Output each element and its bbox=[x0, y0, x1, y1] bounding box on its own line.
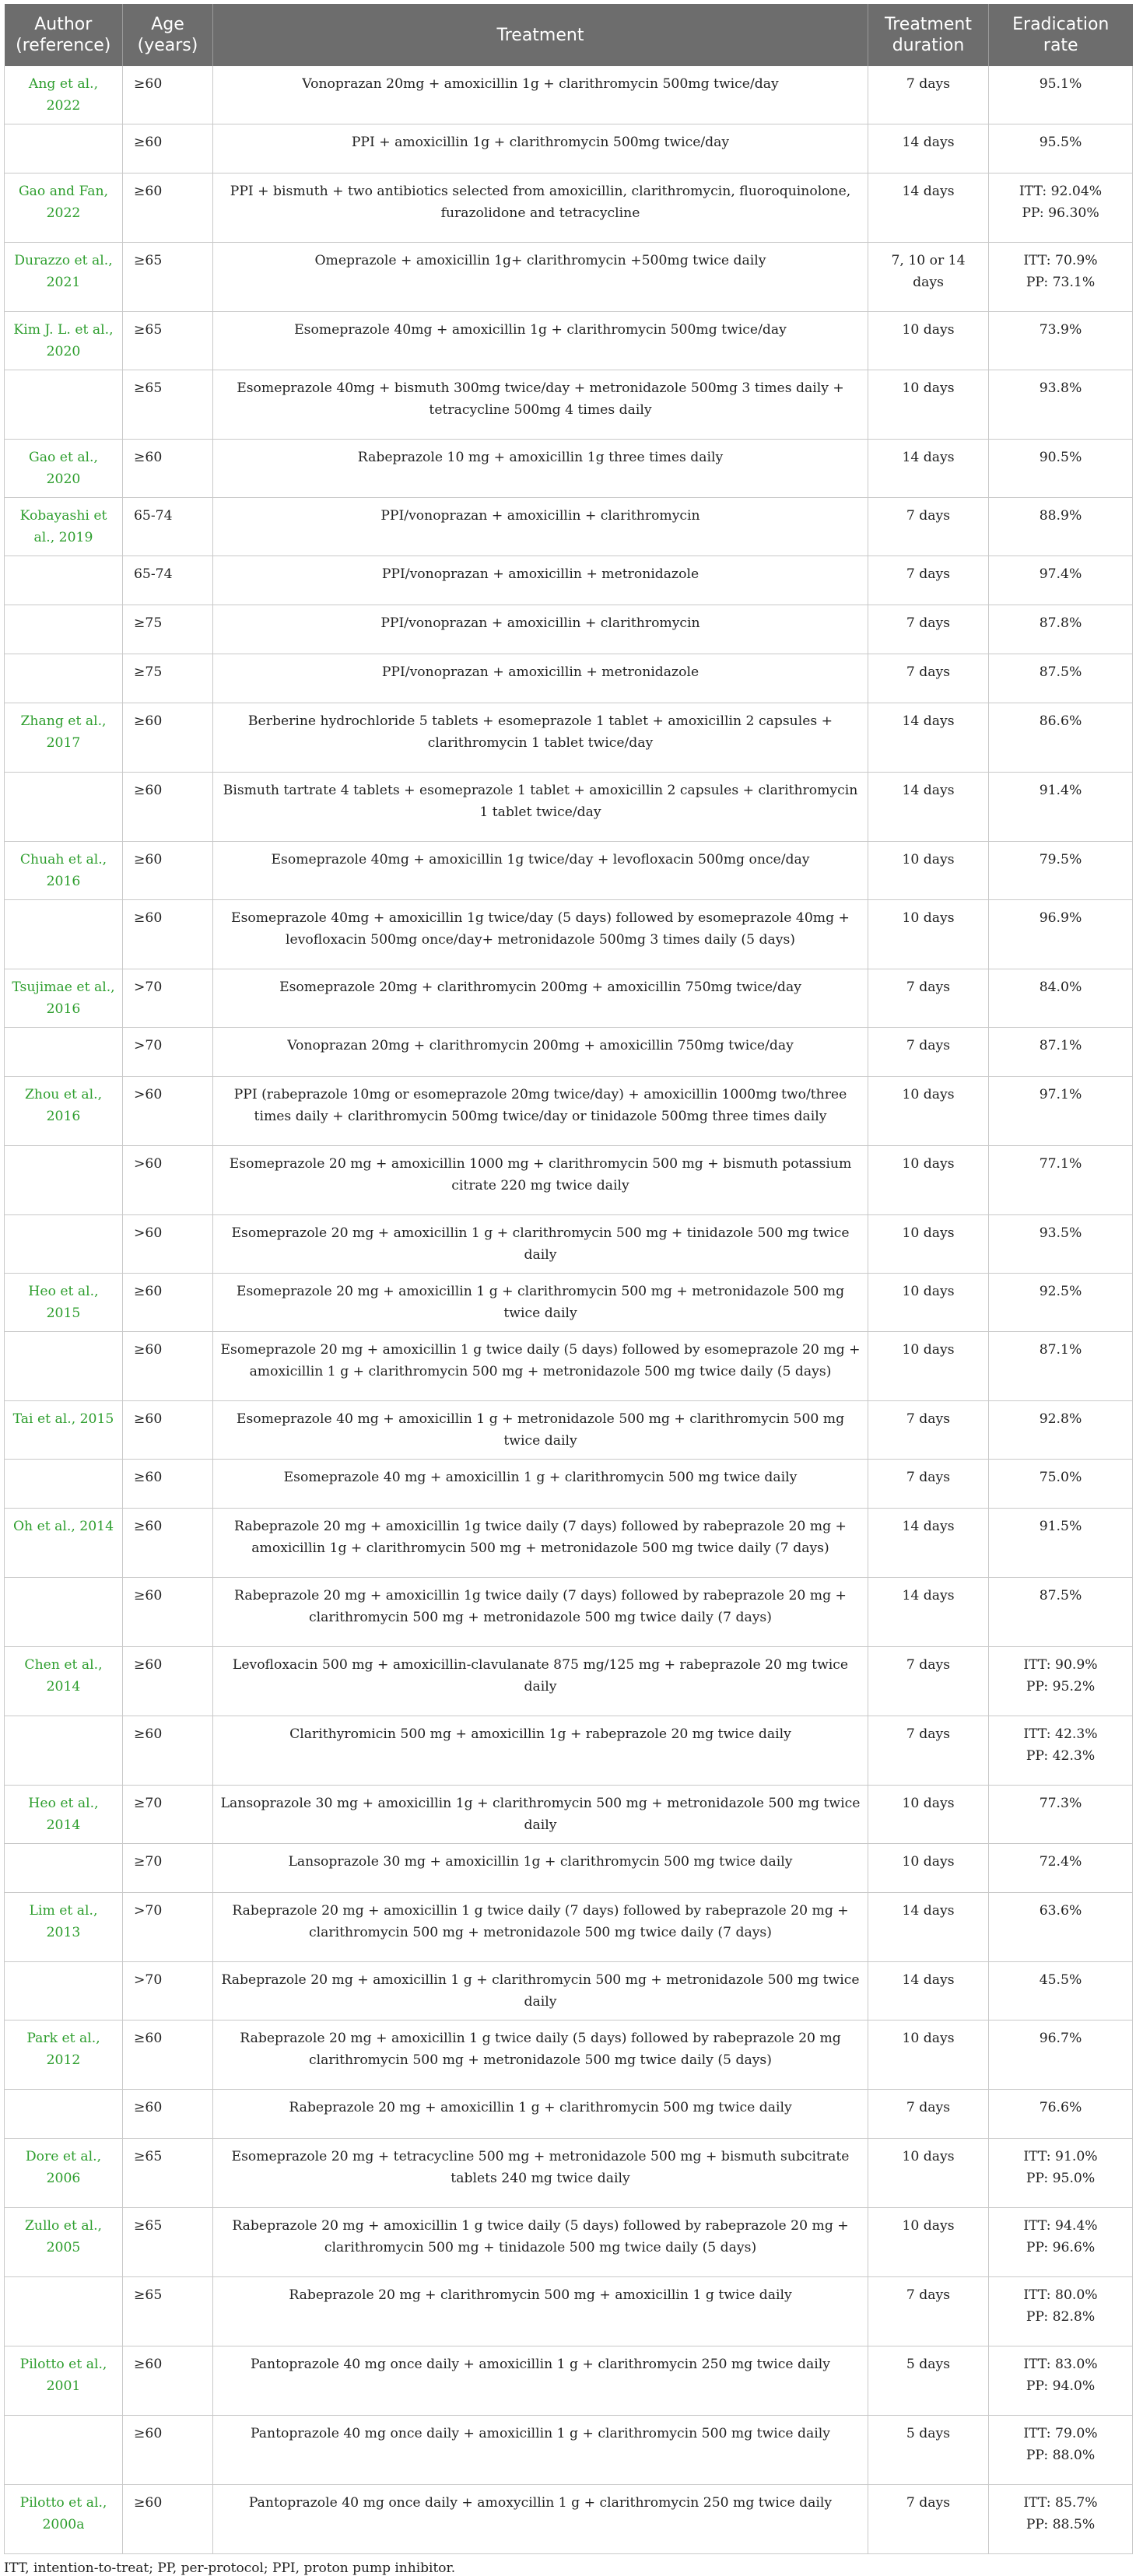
cell-treatment: Bismuth tartrate 4 tablets + esomeprazole 1 tablet + amoxicillin 2 capsules + clarithromycin 1 tablet twice/day bbox=[213, 773, 868, 842]
cell-author bbox=[5, 2416, 123, 2485]
cell-author bbox=[5, 900, 123, 969]
cell-age: ≥60 bbox=[123, 124, 213, 173]
table-body bbox=[5, 66, 1133, 2554]
cell-duration: 7 days bbox=[868, 1460, 989, 1509]
cell-duration: 10 days bbox=[868, 1077, 989, 1146]
cell-author[interactable]: Chen et al., 2014 bbox=[5, 1647, 123, 1716]
cell-duration: 10 days bbox=[868, 1844, 989, 1893]
cell-age: ≥65 bbox=[123, 312, 213, 370]
cell-duration: 7 days bbox=[868, 66, 989, 124]
cell-rate: ITT: 70.9% PP: 73.1% bbox=[989, 243, 1133, 312]
cell-rate: 91.4% bbox=[989, 773, 1133, 842]
cell-rate: 93.5% bbox=[989, 1215, 1133, 1274]
cell-author bbox=[5, 1028, 123, 1077]
cell-treatment: Esomeprazole 20 mg + amoxicillin 1000 mg + clarithromycin 500 mg + bismuth potassium citrate 220 mg twice daily bbox=[213, 1146, 868, 1215]
table-row bbox=[5, 2090, 1133, 2139]
table-row bbox=[5, 654, 1133, 703]
cell-duration: 5 days bbox=[868, 2346, 989, 2416]
table-row bbox=[5, 703, 1133, 773]
cell-treatment: Esomeprazole 20 mg + amoxicillin 1 g + clarithromycin 500 mg + tinidazole 500 mg twice daily bbox=[213, 1215, 868, 1274]
cell-age: ≥60 bbox=[123, 1647, 213, 1716]
cell-treatment: PPI/vonoprazan + amoxicillin + clarithromycin bbox=[213, 498, 868, 556]
table-row bbox=[5, 124, 1133, 173]
table-row bbox=[5, 2277, 1133, 2346]
table-row bbox=[5, 556, 1133, 605]
table-row bbox=[5, 1647, 1133, 1716]
table-row bbox=[5, 1509, 1133, 1578]
cell-author[interactable]: Pilotto et al., 2001 bbox=[5, 2346, 123, 2416]
cell-age: 65-74 bbox=[123, 498, 213, 556]
cell-duration: 7 days bbox=[868, 2090, 989, 2139]
cell-duration: 7 days bbox=[868, 2277, 989, 2346]
cell-rate: 72.4% bbox=[989, 1844, 1133, 1893]
cell-treatment: PPI (rabeprazole 10mg or esomeprazole 20mg twice/day) + amoxicillin 1000mg two/three times daily + clarithromycin 500mg twice/day or tinidazole 500mg three times daily bbox=[213, 1077, 868, 1146]
cell-duration: 10 days bbox=[868, 2208, 989, 2277]
cell-treatment: Esomeprazole 40mg + bismuth 300mg twice/day + metronidazole 500mg 3 times daily + tetracycline 500mg 4 times daily bbox=[213, 370, 868, 440]
cell-age: ≥75 bbox=[123, 654, 213, 703]
cell-age: ≥65 bbox=[123, 2277, 213, 2346]
cell-rate: 77.1% bbox=[989, 1146, 1133, 1215]
cell-rate: ITT: 94.4% PP: 96.6% bbox=[989, 2208, 1133, 2277]
cell-treatment: Rabeprazole 10 mg + amoxicillin 1g three times daily bbox=[213, 440, 868, 498]
cell-duration: 7 days bbox=[868, 1401, 989, 1460]
cell-author[interactable]: Zhang et al., 2017 bbox=[5, 703, 123, 773]
cell-author[interactable]: Durazzo et al., 2021 bbox=[5, 243, 123, 312]
cell-author[interactable]: Heo et al., 2015 bbox=[5, 1274, 123, 1332]
table-row bbox=[5, 1716, 1133, 1786]
cell-rate: 92.5% bbox=[989, 1274, 1133, 1332]
cell-treatment: Levofloxacin 500 mg + amoxicillin-clavulanate 875 mg/125 mg + rabeprazole 20 mg twice daily bbox=[213, 1647, 868, 1716]
cell-age: ≥60 bbox=[123, 1716, 213, 1786]
cell-duration: 10 days bbox=[868, 842, 989, 900]
cell-rate: 84.0% bbox=[989, 969, 1133, 1028]
table-row bbox=[5, 243, 1133, 312]
cell-rate: 87.1% bbox=[989, 1028, 1133, 1077]
cell-rate: 87.8% bbox=[989, 605, 1133, 654]
cell-treatment: Pantoprazole 40 mg once daily + amoxicillin 1 g + clarithromycin 250 mg twice daily bbox=[213, 2346, 868, 2416]
cell-treatment: PPI + amoxicillin 1g + clarithromycin 500mg twice/day bbox=[213, 124, 868, 173]
cell-treatment: Berberine hydrochloride 5 tablets + esomeprazole 1 tablet + amoxicillin 2 capsules + clarithromycin 1 tablet twice/day bbox=[213, 703, 868, 773]
cell-author[interactable]: Zhou et al., 2016 bbox=[5, 1077, 123, 1146]
cell-treatment: Lansoprazole 30 mg + amoxicillin 1g + clarithromycin 500 mg + metronidazole 500 mg twice daily bbox=[213, 1786, 868, 1844]
cell-rate: 91.5% bbox=[989, 1509, 1133, 1578]
cell-author[interactable]: Zullo et al., 2005 bbox=[5, 2208, 123, 2277]
cell-author[interactable]: Chuah et al., 2016 bbox=[5, 842, 123, 900]
cell-rate: ITT: 92.04% PP: 96.30% bbox=[989, 173, 1133, 243]
cell-treatment: Vonoprazan 20mg + amoxicillin 1g + clarithromycin 500mg twice/day bbox=[213, 66, 868, 124]
cell-duration: 10 days bbox=[868, 1786, 989, 1844]
cell-treatment: Esomeprazole 20 mg + amoxicillin 1 g twice daily (5 days) followed by esomeprazole 20 mg + amoxicillin 1 g + clarithromycin 500 mg + metronidazole 500 mg twice daily (5 days) bbox=[213, 1332, 868, 1401]
cell-rate: 96.9% bbox=[989, 900, 1133, 969]
cell-treatment: Pantoprazole 40 mg once daily + amoxicillin 1 g + clarithromycin 500 mg twice daily bbox=[213, 2416, 868, 2485]
cell-duration: 7 days bbox=[868, 1647, 989, 1716]
cell-author bbox=[5, 2090, 123, 2139]
cell-duration: 14 days bbox=[868, 124, 989, 173]
cell-age: ≥60 bbox=[123, 900, 213, 969]
cell-author bbox=[5, 2277, 123, 2346]
cell-duration: 10 days bbox=[868, 900, 989, 969]
cell-age: ≥60 bbox=[123, 440, 213, 498]
cell-age: ≥60 bbox=[123, 173, 213, 243]
cell-rate: 97.4% bbox=[989, 556, 1133, 605]
cell-duration: 7 days bbox=[868, 2485, 989, 2554]
cell-rate: 45.5% bbox=[989, 1962, 1133, 2020]
cell-age: >60 bbox=[123, 1077, 213, 1146]
cell-age: ≥60 bbox=[123, 2485, 213, 2554]
cell-duration: 10 days bbox=[868, 2139, 989, 2208]
cell-duration: 7 days bbox=[868, 556, 989, 605]
cell-rate: 95.5% bbox=[989, 124, 1133, 173]
cell-duration: 10 days bbox=[868, 1146, 989, 1215]
cell-rate: 87.1% bbox=[989, 1332, 1133, 1401]
cell-age: >70 bbox=[123, 1893, 213, 1962]
cell-treatment: Esomeprazole 40 mg + amoxicillin 1 g + clarithromycin 500 mg twice daily bbox=[213, 1460, 868, 1509]
cell-treatment: Clarithyromicin 500 mg + amoxicillin 1g + rabeprazole 20 mg twice daily bbox=[213, 1716, 868, 1786]
cell-age: ≥60 bbox=[123, 1509, 213, 1578]
table-row bbox=[5, 1077, 1133, 1146]
cell-treatment: Vonoprazan 20mg + clarithromycin 200mg + amoxicillin 750mg twice/day bbox=[213, 1028, 868, 1077]
cell-age: ≥70 bbox=[123, 1786, 213, 1844]
cell-rate: 95.1% bbox=[989, 66, 1133, 124]
cell-duration: 14 days bbox=[868, 440, 989, 498]
cell-rate: 63.6% bbox=[989, 1893, 1133, 1962]
header-row bbox=[5, 4, 1133, 66]
table-row bbox=[5, 498, 1133, 556]
cell-age: ≥65 bbox=[123, 243, 213, 312]
cell-author[interactable]: Kobayashi et al., 2019 bbox=[5, 498, 123, 556]
cell-treatment: Rabeprazole 20 mg + amoxicillin 1 g twice daily (5 days) followed by rabeprazole 20 mg + clarithromycin 500 mg + tinidazole 500 mg twice daily (5 days) bbox=[213, 2208, 868, 2277]
cell-age: ≥60 bbox=[123, 2346, 213, 2416]
table-row bbox=[5, 2416, 1133, 2485]
table-row bbox=[5, 2020, 1133, 2090]
cell-author bbox=[5, 1844, 123, 1893]
cell-treatment: PPI/vonoprazan + amoxicillin + metronidazole bbox=[213, 556, 868, 605]
cell-duration: 14 days bbox=[868, 773, 989, 842]
cell-duration: 7 days bbox=[868, 654, 989, 703]
table-row bbox=[5, 66, 1133, 124]
cell-age: >70 bbox=[123, 1962, 213, 2020]
header-treatment: Treatment bbox=[213, 4, 868, 66]
cell-rate: 75.0% bbox=[989, 1460, 1133, 1509]
cell-duration: 10 days bbox=[868, 1332, 989, 1401]
header-rate: Eradication rate bbox=[989, 4, 1133, 66]
cell-treatment: Omeprazole + amoxicillin 1g+ clarithromycin +500mg twice daily bbox=[213, 243, 868, 312]
cell-age: ≥60 bbox=[123, 773, 213, 842]
cell-rate: 76.6% bbox=[989, 2090, 1133, 2139]
cell-duration: 7 days bbox=[868, 969, 989, 1028]
cell-duration: 7 days bbox=[868, 605, 989, 654]
table-row bbox=[5, 173, 1133, 243]
cell-treatment: PPI + bismuth + two antibiotics selected from amoxicillin, clarithromycin, fluoroquinolone, furazolidone and tetracycline bbox=[213, 173, 868, 243]
table-row bbox=[5, 2208, 1133, 2277]
cell-rate: 92.8% bbox=[989, 1401, 1133, 1460]
cell-age: ≥70 bbox=[123, 1844, 213, 1893]
cell-author[interactable]: Dore et al., 2006 bbox=[5, 2139, 123, 2208]
table-row bbox=[5, 605, 1133, 654]
cell-treatment: Esomeprazole 20 mg + tetracycline 500 mg + metronidazole 500 mg + bismuth subcitrate tablets 240 mg twice daily bbox=[213, 2139, 868, 2208]
cell-author bbox=[5, 605, 123, 654]
cell-author bbox=[5, 773, 123, 842]
cell-duration: 14 days bbox=[868, 1509, 989, 1578]
cell-author[interactable]: Oh et al., 2014 bbox=[5, 1509, 123, 1578]
cell-duration: 7 days bbox=[868, 1028, 989, 1077]
cell-treatment: Rabeprazole 20 mg + amoxicillin 1 g twice daily (7 days) followed by rabeprazole 20 mg + clarithromycin 500 mg + metronidazole 500 mg twice daily (7 days) bbox=[213, 1893, 868, 1962]
cell-rate: 77.3% bbox=[989, 1786, 1133, 1844]
cell-treatment: Rabeprazole 20 mg + clarithromycin 500 mg + amoxicillin 1 g twice daily bbox=[213, 2277, 868, 2346]
cell-author[interactable]: Park et al., 2012 bbox=[5, 2020, 123, 2090]
cell-rate: 97.1% bbox=[989, 1077, 1133, 1146]
cell-rate: ITT: 85.7% PP: 88.5% bbox=[989, 2485, 1133, 2554]
cell-duration: 14 days bbox=[868, 703, 989, 773]
cell-duration: 5 days bbox=[868, 2416, 989, 2485]
cell-treatment: Rabeprazole 20 mg + amoxicillin 1 g twice daily (5 days) followed by rabeprazole 20 mg clarithromycin 500 mg + metronidazole 500 mg twice daily (5 days) bbox=[213, 2020, 868, 2090]
table-row bbox=[5, 1401, 1133, 1460]
cell-duration: 7 days bbox=[868, 1716, 989, 1786]
cell-age: ≥60 bbox=[123, 2090, 213, 2139]
table-row bbox=[5, 370, 1133, 440]
cell-treatment: PPI/vonoprazan + amoxicillin + clarithromycin bbox=[213, 605, 868, 654]
cell-treatment: PPI/vonoprazan + amoxicillin + metronidazole bbox=[213, 654, 868, 703]
cell-rate: 79.5% bbox=[989, 842, 1133, 900]
table-row bbox=[5, 1146, 1133, 1215]
cell-duration: 10 days bbox=[868, 370, 989, 440]
table-row bbox=[5, 969, 1133, 1028]
cell-treatment: Esomeprazole 40mg + amoxicillin 1g twice/day + levofloxacin 500mg once/day bbox=[213, 842, 868, 900]
cell-age: ≥60 bbox=[123, 703, 213, 773]
table-row bbox=[5, 1028, 1133, 1077]
cell-duration: 10 days bbox=[868, 1274, 989, 1332]
cell-duration: 7, 10 or 14 days bbox=[868, 243, 989, 312]
cell-rate: ITT: 79.0% PP: 88.0% bbox=[989, 2416, 1133, 2485]
table-header bbox=[5, 4, 1133, 66]
cell-treatment: Rabeprazole 20 mg + amoxicillin 1g twice daily (7 days) followed by rabeprazole 20 mg + amoxicillin 1g + clarithromycin 500 mg + metronidazole 500 mg twice daily (7 days) bbox=[213, 1509, 868, 1578]
table-row bbox=[5, 440, 1133, 498]
cell-author bbox=[5, 1578, 123, 1647]
cell-duration: 10 days bbox=[868, 1215, 989, 1274]
cell-treatment: Rabeprazole 20 mg + amoxicillin 1 g + clarithromycin 500 mg + metronidazole 500 mg twice daily bbox=[213, 1962, 868, 2020]
cell-age: ≥60 bbox=[123, 842, 213, 900]
cell-duration: 10 days bbox=[868, 2020, 989, 2090]
table-row bbox=[5, 2485, 1133, 2554]
cell-author bbox=[5, 556, 123, 605]
cell-rate: 73.9% bbox=[989, 312, 1133, 370]
cell-rate: ITT: 42.3% PP: 42.3% bbox=[989, 1716, 1133, 1786]
cell-treatment: Esomeprazole 40mg + amoxicillin 1g + clarithromycin 500mg twice/day bbox=[213, 312, 868, 370]
cell-age: ≥65 bbox=[123, 370, 213, 440]
table-row bbox=[5, 2346, 1133, 2416]
cell-duration: 14 days bbox=[868, 173, 989, 243]
header-duration: Treatment duration bbox=[868, 4, 989, 66]
cell-author[interactable]: Pilotto et al., 2000a bbox=[5, 2485, 123, 2554]
cell-duration: 7 days bbox=[868, 498, 989, 556]
cell-author[interactable]: Ang et al., 2022 bbox=[5, 66, 123, 124]
cell-rate: 88.9% bbox=[989, 498, 1133, 556]
cell-rate: 87.5% bbox=[989, 654, 1133, 703]
cell-rate: 93.8% bbox=[989, 370, 1133, 440]
table-row bbox=[5, 1962, 1133, 2020]
table-container bbox=[4, 4, 1132, 2576]
cell-duration: 14 days bbox=[868, 1893, 989, 1962]
cell-age: ≥65 bbox=[123, 2139, 213, 2208]
cell-rate: 86.6% bbox=[989, 703, 1133, 773]
cell-age: ≥60 bbox=[123, 2416, 213, 2485]
cell-treatment: Esomeprazole 20mg + clarithromycin 200mg + amoxicillin 750mg twice/day bbox=[213, 969, 868, 1028]
cell-rate: ITT: 83.0% PP: 94.0% bbox=[989, 2346, 1133, 2416]
table-row bbox=[5, 1578, 1133, 1647]
cell-author bbox=[5, 654, 123, 703]
cell-treatment: Esomeprazole 40mg + amoxicillin 1g twice/day (5 days) followed by esomeprazole 40mg + levofloxacin 500mg once/day+ metronidazole 500mg 3 times daily (5 days) bbox=[213, 900, 868, 969]
cell-author[interactable]: Lim et al., 2013 bbox=[5, 1893, 123, 1962]
cell-author bbox=[5, 1716, 123, 1786]
cell-author[interactable]: Tsujimae et al., 2016 bbox=[5, 969, 123, 1028]
cell-author bbox=[5, 1460, 123, 1509]
cell-age: ≥60 bbox=[123, 1274, 213, 1332]
table-row bbox=[5, 1332, 1133, 1401]
table-row bbox=[5, 1460, 1133, 1509]
cell-age: ≥75 bbox=[123, 605, 213, 654]
cell-rate: 90.5% bbox=[989, 440, 1133, 498]
header-author: Author (reference) bbox=[5, 4, 123, 66]
cell-treatment: Pantoprazole 40 mg once daily + amoxycillin 1 g + clarithromycin 250 mg twice daily bbox=[213, 2485, 868, 2554]
cell-author[interactable]: Gao et al., 2020 bbox=[5, 440, 123, 498]
cell-author bbox=[5, 370, 123, 440]
cell-rate: 87.5% bbox=[989, 1578, 1133, 1647]
cell-age: 65-74 bbox=[123, 556, 213, 605]
cell-author bbox=[5, 1962, 123, 2020]
cell-author bbox=[5, 1215, 123, 1274]
cell-author[interactable]: Tai et al., 2015 bbox=[5, 1401, 123, 1460]
cell-rate: ITT: 90.9% PP: 95.2% bbox=[989, 1647, 1133, 1716]
cell-age: >60 bbox=[123, 1215, 213, 1274]
header-age: Age (years) bbox=[123, 4, 213, 66]
table-row bbox=[5, 1786, 1133, 1844]
cell-duration: 10 days bbox=[868, 312, 989, 370]
table-row bbox=[5, 1215, 1133, 1274]
table-row bbox=[5, 1893, 1133, 1962]
cell-treatment: Esomeprazole 20 mg + amoxicillin 1 g + clarithromycin 500 mg + metronidazole 500 mg twice daily bbox=[213, 1274, 868, 1332]
cell-author bbox=[5, 124, 123, 173]
cell-treatment: Lansoprazole 30 mg + amoxicillin 1g + clarithromycin 500 mg twice daily bbox=[213, 1844, 868, 1893]
eradication-table bbox=[4, 4, 1133, 2554]
cell-treatment: Rabeprazole 20 mg + amoxicillin 1g twice daily (7 days) followed by rabeprazole 20 mg + clarithromycin 500 mg + metronidazole 500 mg twice daily (7 days) bbox=[213, 1578, 868, 1647]
cell-author[interactable]: Heo et al., 2014 bbox=[5, 1786, 123, 1844]
cell-age: ≥60 bbox=[123, 1332, 213, 1401]
cell-age: >70 bbox=[123, 969, 213, 1028]
table-row bbox=[5, 900, 1133, 969]
table-row bbox=[5, 312, 1133, 370]
cell-age: >70 bbox=[123, 1028, 213, 1077]
cell-rate: 96.7% bbox=[989, 2020, 1133, 2090]
table-row bbox=[5, 1274, 1133, 1332]
table-row bbox=[5, 773, 1133, 842]
cell-age: ≥60 bbox=[123, 1578, 213, 1647]
cell-treatment: Rabeprazole 20 mg + amoxicillin 1 g + clarithromycin 500 mg twice daily bbox=[213, 2090, 868, 2139]
cell-rate: ITT: 80.0% PP: 82.8% bbox=[989, 2277, 1133, 2346]
table-footnote: ITT, intention-to-treat; PP, per-protocol; PPI, proton pump inhibitor. bbox=[4, 2560, 456, 2576]
cell-age: ≥60 bbox=[123, 1460, 213, 1509]
cell-age: ≥60 bbox=[123, 2020, 213, 2090]
cell-author[interactable]: Gao and Fan, 2022 bbox=[5, 173, 123, 243]
cell-age: ≥60 bbox=[123, 66, 213, 124]
cell-author bbox=[5, 1146, 123, 1215]
cell-duration: 14 days bbox=[868, 1962, 989, 2020]
cell-author bbox=[5, 1332, 123, 1401]
cell-age: >60 bbox=[123, 1146, 213, 1215]
cell-age: ≥65 bbox=[123, 2208, 213, 2277]
table-row bbox=[5, 1844, 1133, 1893]
cell-age: ≥60 bbox=[123, 1401, 213, 1460]
cell-treatment: Esomeprazole 40 mg + amoxicillin 1 g + metronidazole 500 mg + clarithromycin 500 mg twice daily bbox=[213, 1401, 868, 1460]
cell-rate: ITT: 91.0% PP: 95.0% bbox=[989, 2139, 1133, 2208]
table-row bbox=[5, 2139, 1133, 2208]
cell-duration: 14 days bbox=[868, 1578, 989, 1647]
table-row bbox=[5, 842, 1133, 900]
cell-author[interactable]: Kim J. L. et al., 2020 bbox=[5, 312, 123, 370]
